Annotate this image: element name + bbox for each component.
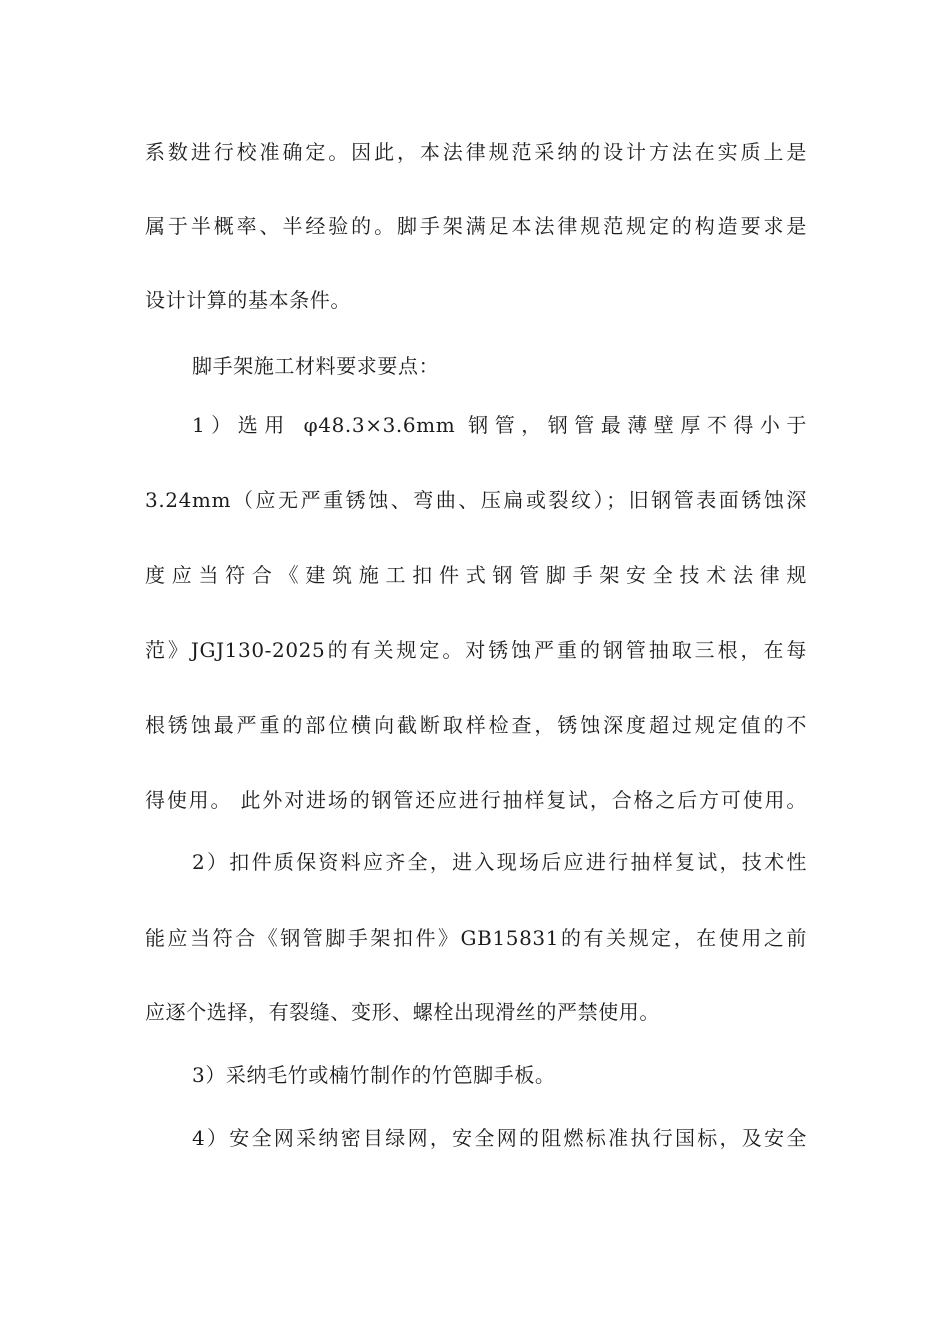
paragraph-line-2: 属于半概率、半经验的。脚手架满足本法律规范规定的构造要求是 [145,214,807,238]
item-3-line-1: 3）采纳毛竹或楠竹制作的竹笆脚手板。 [192,1063,556,1087]
item-4-line-1: 4）安全网采纳密目绿网，安全网的阻燃标准执行国标，及安全 [192,1126,807,1150]
paragraph-line-1: 系数进行校准确定。因此，本法律规范采纳的设计方法在实质上是 [145,140,807,164]
item-2-line-2: 能应当符合《钢管脚手架扣件》GB15831的有关规定，在使用之前 [145,926,807,950]
section-heading-materials: 脚手架施工材料要求要点： [192,354,440,378]
item-2-line-1: 2）扣件质保资料应齐全，进入现场后应进行抽样复试，技术性 [192,850,807,874]
item-1-line-6: 得使用。 此外对进场的钢管还应进行抽样复试，合格之后方可使用。 [145,788,807,812]
item-1-line-3: 度应当符合《建筑施工扣件式钢管脚手架安全技术法律规 [145,563,807,587]
item-1-line-1: 1）选用 φ48.3×3.6mm 钢管，钢管最薄壁厚不得小于 [192,413,807,437]
item-1-line-4: 范》JGJ130-2025的有关规定。对锈蚀严重的钢管抽取三根，在每 [145,638,807,662]
item-1-line-5: 根锈蚀最严重的部位横向截断取样检查，锈蚀深度超过规定值的不 [145,713,807,737]
paragraph-line-3: 设计计算的基本条件。 [145,288,351,312]
item-2-line-3: 应逐个选择，有裂缝、变形、螺栓出现滑丝的严禁使用。 [145,1000,660,1024]
item-1-line-2: 3.24mm（应无严重锈蚀、弯曲、压扁或裂纹）；旧钢管表面锈蚀深 [145,488,807,512]
